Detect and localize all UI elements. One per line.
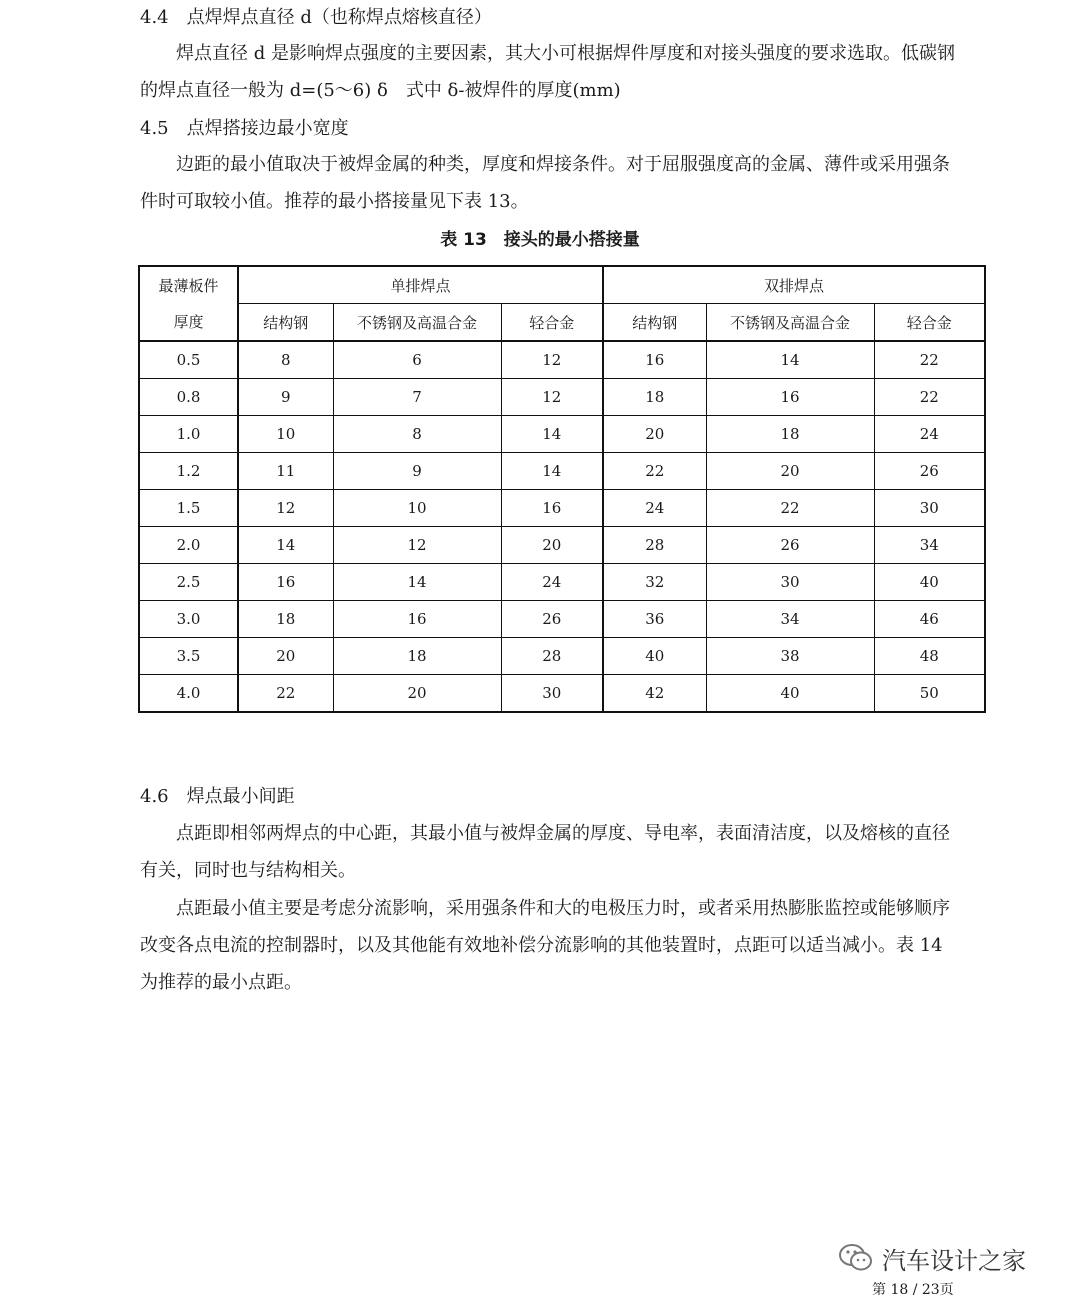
value-cell: 12 [238, 490, 333, 527]
value-cell: 7 [333, 379, 501, 416]
value-cell: 14 [706, 341, 874, 379]
thickness-cell: 1.2 [139, 453, 238, 490]
section-4-6-heading: 4.6 焊点最小间距 [140, 786, 295, 807]
value-cell: 36 [603, 601, 706, 638]
subheader-structural-steel: 结构钢 [603, 304, 706, 342]
wechat-icon [838, 1242, 874, 1274]
value-cell: 22 [706, 490, 874, 527]
table-row [139, 379, 985, 416]
subheader-stainless-steel: 不锈钢及高温合金 [333, 304, 501, 342]
value-cell: 22 [603, 453, 706, 490]
value-cell: 18 [333, 638, 501, 675]
value-cell: 16 [603, 341, 706, 379]
watermark-text: 汽车设计之家 [882, 1246, 1026, 1275]
section-4-6-paragraph-line: 改变各点电流的控制器时，以及其他能有效地补偿分流影响的其他装置时，点距可以适当减小。表 14 [140, 935, 943, 956]
section-4-4-paragraph-line: 焊点直径 d 是影响焊点强度的主要因素，其大小可根据焊件厚度和对接头强度的要求选取。低碳钢 [176, 43, 955, 64]
value-cell: 22 [238, 675, 333, 713]
value-cell: 50 [874, 675, 985, 713]
watermark [838, 1240, 1026, 1276]
value-cell: 14 [238, 527, 333, 564]
table-row [139, 416, 985, 453]
value-cell: 30 [874, 490, 985, 527]
value-cell: 8 [333, 416, 501, 453]
header-single-row: 单排焊点 [238, 266, 603, 304]
value-cell: 26 [706, 527, 874, 564]
value-cell: 18 [603, 379, 706, 416]
subheader-light-alloy: 轻合金 [874, 304, 985, 342]
value-cell: 20 [501, 527, 603, 564]
thickness-cell: 2.5 [139, 564, 238, 601]
value-cell: 40 [603, 638, 706, 675]
section-4-5-heading: 4.5 点焊搭接边最小宽度 [140, 118, 349, 139]
value-cell: 22 [874, 341, 985, 379]
table-row [139, 341, 985, 379]
table-row [139, 527, 985, 564]
thickness-cell: 1.0 [139, 416, 238, 453]
thickness-cell: 1.5 [139, 490, 238, 527]
value-cell: 32 [603, 564, 706, 601]
value-cell: 34 [874, 527, 985, 564]
thickness-cell: 2.0 [139, 527, 238, 564]
value-cell: 14 [333, 564, 501, 601]
table-row [139, 564, 985, 601]
section-4-4-heading: 4.4 点焊焊点直径 d（也称焊点熔核直径） [140, 7, 492, 28]
value-cell: 12 [333, 527, 501, 564]
value-cell: 16 [333, 601, 501, 638]
value-cell: 10 [238, 416, 333, 453]
value-cell: 8 [238, 341, 333, 379]
value-cell: 12 [501, 341, 603, 379]
value-cell: 40 [706, 675, 874, 713]
value-cell: 40 [874, 564, 985, 601]
value-cell: 11 [238, 453, 333, 490]
header-double-row: 双排焊点 [603, 266, 985, 304]
value-cell: 20 [706, 453, 874, 490]
value-cell: 28 [501, 638, 603, 675]
header-thickness-line2: 厚度 [139, 304, 238, 342]
table-row [139, 453, 985, 490]
section-4-6-paragraph-line: 为推荐的最小点距。 [140, 972, 302, 993]
table-row [139, 490, 985, 527]
value-cell: 6 [333, 341, 501, 379]
thickness-cell: 0.8 [139, 379, 238, 416]
subheader-light-alloy: 轻合金 [501, 304, 603, 342]
value-cell: 28 [603, 527, 706, 564]
table-13-caption: 表 13 接头的最小搭接量 [440, 230, 640, 250]
value-cell: 20 [333, 675, 501, 713]
value-cell: 26 [501, 601, 603, 638]
value-cell: 9 [333, 453, 501, 490]
thickness-cell: 4.0 [139, 675, 238, 713]
section-4-6-paragraph-line: 点距即相邻两焊点的中心距，其最小值与被焊金属的厚度、导电率，表面清洁度，以及熔核的直径 [176, 823, 950, 844]
value-cell: 24 [501, 564, 603, 601]
value-cell: 18 [706, 416, 874, 453]
section-4-6-paragraph-line: 有关，同时也与结构相关。 [140, 860, 356, 881]
value-cell: 24 [874, 416, 985, 453]
value-cell: 16 [501, 490, 603, 527]
value-cell: 26 [874, 453, 985, 490]
thickness-cell: 3.5 [139, 638, 238, 675]
value-cell: 14 [501, 453, 603, 490]
table-row [139, 601, 985, 638]
thickness-cell: 3.0 [139, 601, 238, 638]
value-cell: 42 [603, 675, 706, 713]
table-13 [138, 265, 986, 713]
thickness-cell: 0.5 [139, 341, 238, 379]
value-cell: 24 [603, 490, 706, 527]
value-cell: 16 [706, 379, 874, 416]
page-number: 第 18 / 23页 [872, 1282, 954, 1298]
subheader-structural-steel: 结构钢 [238, 304, 333, 342]
value-cell: 14 [501, 416, 603, 453]
value-cell: 18 [238, 601, 333, 638]
value-cell: 30 [501, 675, 603, 713]
section-4-5-paragraph-line: 件时可取较小值。推荐的最小搭接量见下表 13。 [140, 191, 529, 212]
value-cell: 38 [706, 638, 874, 675]
value-cell: 48 [874, 638, 985, 675]
header-thickness-line1: 最薄板件 [139, 266, 238, 304]
value-cell: 10 [333, 490, 501, 527]
value-cell: 46 [874, 601, 985, 638]
value-cell: 12 [501, 379, 603, 416]
table-row [139, 638, 985, 675]
section-4-5-paragraph-line: 边距的最小值取决于被焊金属的种类，厚度和焊接条件。对于屈服强度高的金属、薄件或采用强条 [176, 154, 950, 175]
value-cell: 20 [603, 416, 706, 453]
subheader-stainless-steel: 不锈钢及高温合金 [706, 304, 874, 342]
value-cell: 22 [874, 379, 985, 416]
value-cell: 20 [238, 638, 333, 675]
value-cell: 9 [238, 379, 333, 416]
section-4-4-paragraph-line: 的焊点直径一般为 d=(5～6) δ 式中 δ-被焊件的厚度(mm) [140, 80, 621, 101]
value-cell: 34 [706, 601, 874, 638]
section-4-6-paragraph-line: 点距最小值主要是考虑分流影响，采用强条件和大的电极压力时，或者采用热膨胀监控或能够顺序 [176, 898, 950, 919]
value-cell: 16 [238, 564, 333, 601]
table-row [139, 675, 985, 713]
value-cell: 30 [706, 564, 874, 601]
